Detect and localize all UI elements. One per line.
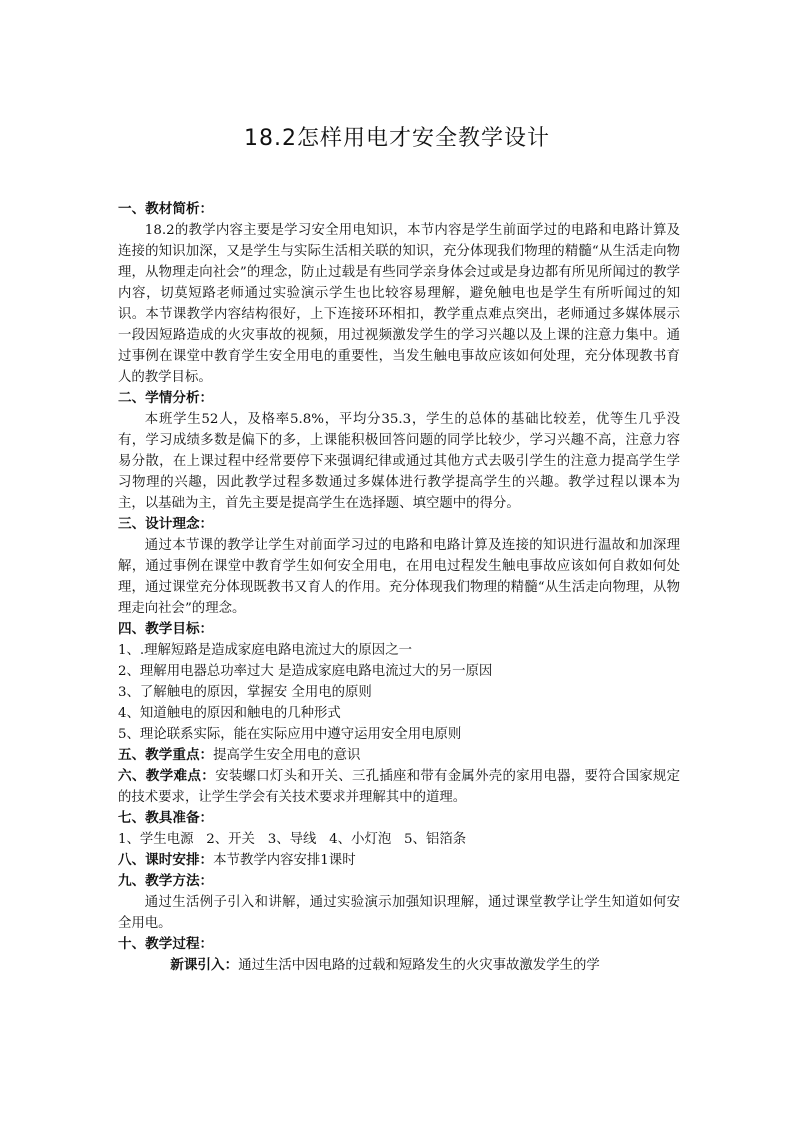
section-new-lesson-intro: [118, 955, 680, 976]
section-text-key-points: 提高学生安全用电的意识: [213, 748, 361, 763]
section-key-points: [118, 745, 680, 766]
section-heading-teaching-goals: 四、教学目标：: [118, 621, 214, 637]
goal-item-3: 3、了解触电的原因，掌握安 全用电的原则: [118, 685, 372, 700]
section-text-teaching-aids: 1、学生电源 2、开关 3、导线 4、小灯泡 5、铝箔条: [118, 832, 467, 847]
new-lesson-intro-text: 通过生活中因电路的过载和短路发生的火灾事故激发学生的学: [238, 958, 600, 973]
section-text-schedule: 本节教学内容安排1课时: [213, 853, 356, 868]
section-heading-schedule: 八、课时安排：: [118, 852, 214, 868]
section-heading-student-analysis: 二、学情分析：: [118, 390, 214, 406]
goal-item-1: 1、.理解短路是造成家庭电路电流过大的原因之一: [118, 643, 412, 658]
section-text-teaching-methods: 通过生活例子引入和讲解，通过实验演示加强知识理解，通过课堂教学让学生知道如何安全用电。: [118, 895, 680, 931]
section-heading-teaching-methods: 九、教学方法：: [118, 873, 214, 889]
goal-item-4: 4、知道触电的原因和触电的几种形式: [118, 706, 341, 721]
section-text-student-analysis: 本班学生52人，及格率5.8%，平均分35.3，学生的总体的基础比较差，优等生几乎没有，学习成绩多数是偏下的多，上课能积极回答问题的同学比较少，学习兴趣不高，注意力容易分散，在上课过程中经常要停下来强调纪律或通过其他方式去吸引学生的注意力提高学生学习物理的兴趣，因此教学过程多数通过多媒体进行教学提高学生的兴趣。教学过程以课本为主，以基础为主，首先主要是提高学生在选择题、填空题中的得分。: [118, 412, 680, 511]
goal-item-5: 5、理论联系实际，能在实际应用中遵守运用安全用电原则: [118, 727, 462, 742]
goal-item-2: 2、理解用电器总功率过大 是造成家庭电路电流过大的另一原因: [118, 664, 493, 679]
section-text-difficulties: 安装螺口灯头和开关、三孔插座和带有金属外壳的家用电器，要符合国家规定的技术要求，让学生学会有关技术要求并理解其中的道理。: [118, 769, 681, 805]
section-heading-design-concept: 三、设计理念：: [118, 516, 214, 532]
new-lesson-intro-label: 新课引入：: [170, 957, 239, 973]
section-heading-teaching-aids: 七、教具准备：: [118, 810, 214, 826]
section-heading-difficulties: 六、教学难点：: [118, 768, 216, 784]
section-schedule: [118, 850, 680, 871]
section-difficulties: [118, 766, 680, 808]
section-heading-teaching-process: 十、教学过程：: [118, 936, 214, 952]
section-text-textbook-analysis: 18.2的教学内容主要是学习安全用电知识，本节内容是学生前面学过的电路和电路计算及连接的知识加深，又是学生与实际生活相关联的知识，充分体现我们物理的精髓“从生活走向物理，从物理走向社会”的理念，防止过载是有些同学亲身体会过或是身边都有所见所闻过的教学内容，切莫短路老师通过实验演示学生也比较容易理解，避免触电也是学生有所听闻过的知识。本节课教学内容结构很好，上下连接环环相扣，教学重点难点突出，老师通过多媒体展示一段因短路造成的火灾事故的视频，用过视频激发学生的学习兴趣以及上课的注意力集中。通过事例在课堂中教育学生安全用电的重要性，当发生触电事故应该如何处理，充分体现教书育人的教学目标。: [118, 223, 680, 385]
page-title: 18.2怎样用电才安全教学设计: [244, 126, 550, 151]
section-text-design-concept: 通过本节课的教学让学生对前面学习过的电路和电路计算及连接的知识进行温故和加深理解，通过事例在课堂中教育学生如何安全用电，在用电过程发生触电事故应该如何自救如何处理，通过课堂充分体现既教书又育人的作用。充分体现我们物理的精髓“从生活走向物理，从物理走向社会”的理念。: [118, 538, 680, 616]
document-body: [118, 199, 680, 976]
section-heading-key-points: 五、教学重点：: [118, 747, 214, 763]
section-heading-textbook-analysis: 一、教材简析：: [118, 201, 214, 217]
